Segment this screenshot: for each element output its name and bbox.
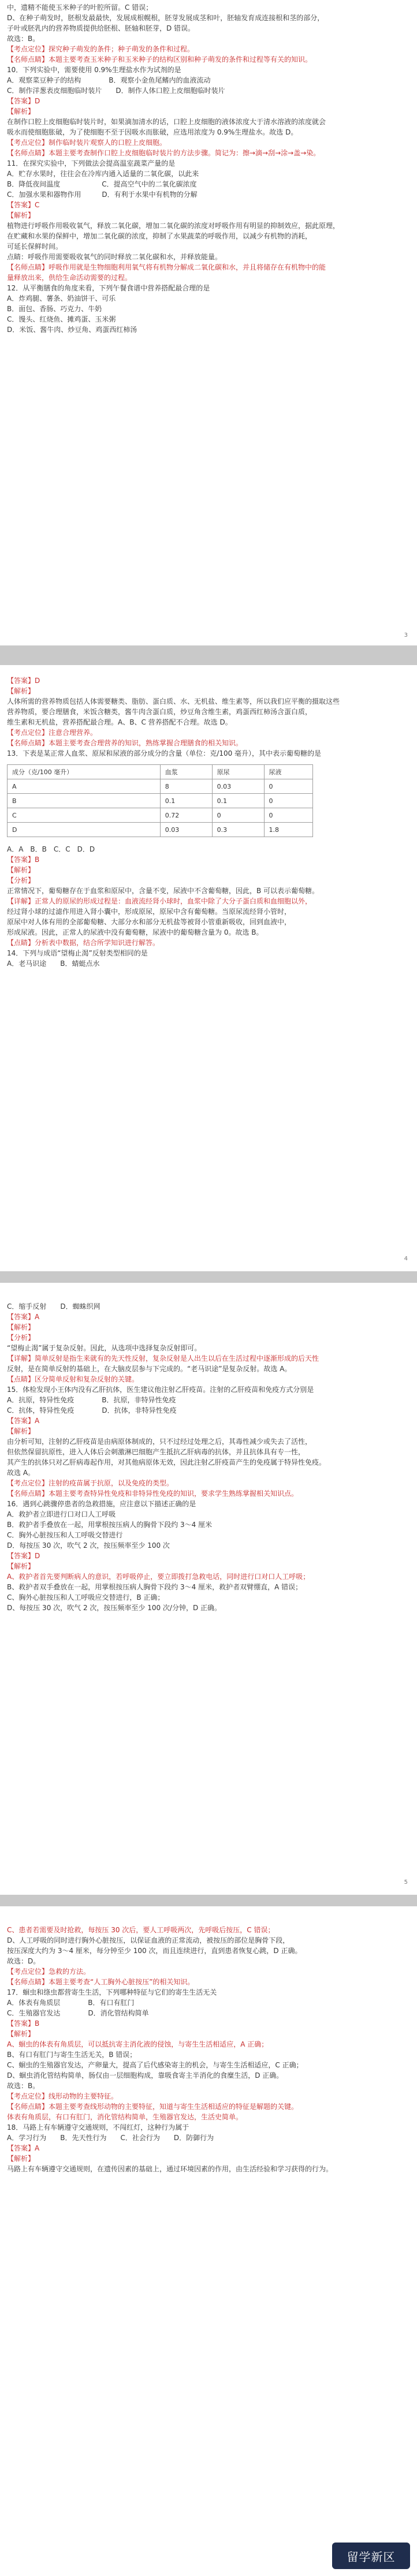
text-line: 【答案】A — [7, 1313, 40, 1321]
text-line: D、蛔虫消化管结构简单，肠仅由一层细胞构成，靠吸食寄主半消化的食糜生活，D 正确。 — [7, 2071, 284, 2080]
text-line: 形成尿液。因此，正常人的尿液中没有葡萄糖，尿液中的葡萄糖含量为 0。故选 B。 — [7, 928, 263, 936]
table-cell: 0.3 — [212, 823, 264, 837]
text-line: 【解析】 — [7, 1427, 35, 1435]
text-line: A、救护者首先要判断病人的意识，若呼吸停止，要立即拨打急救电话，同时进行口对口人工呼吸； — [7, 1573, 310, 1581]
text-line: A．学习行为 B．先天性行为 C．社会行为 D．防御行为 — [7, 2134, 214, 2142]
table-cell: C — [8, 808, 161, 823]
text-line: B．救护者手叠放在一起，用掌根按压病人的胸骨下段约 3～4 厘米 — [7, 1521, 213, 1529]
text-line: B、有口有肛门与寄生生活无关，B 错误； — [7, 2051, 137, 2059]
text-line: 可延长保鲜时间。 — [7, 242, 63, 251]
text-line: D、人工呼吸的同时进行胸外心脏按压，以保证血液的正常流动，被按压的部位是胸骨下段， — [7, 1936, 290, 1944]
text-block — [7, 675, 410, 759]
text-line: 点睛：呼吸作用需要吸收氧气的同时释放二氧化碳和水，并释放能量。 — [7, 253, 222, 261]
table-cell: 0.03 — [212, 779, 264, 794]
text-line: 【名师点睛】呼吸作用就是生物细胞利用氧气将有机物分解成二氧化碳和水，并且将储存在有机物中的能 — [7, 263, 326, 271]
text-line: B、救护者双手叠放在一起，用掌根按压病人胸骨下段约 3～4 厘米，救护者双臂绷直，A 错误； — [7, 1583, 303, 1591]
text-line: 15．体检发现小王体内没有乙肝抗体，医生建议他注射乙肝疫苗。注射的乙肝疫苗和免疫方式分别是 — [7, 1386, 314, 1394]
table-cell: B — [8, 794, 161, 808]
text-line: 13．下表是某正常人血浆、原尿和尿液的部分成分的含量（单位：克/100 毫升），其中表示葡萄糖的是 — [7, 749, 322, 757]
text-line: 在贮藏和水果的保鲜中，增加二氧化碳的浓度，抑制了水果蔬菜的呼吸作用，以减少有机物的消耗， — [7, 232, 312, 240]
text-line: 反射，是在简单反射的基础上，在大脑皮层参与下完成的。“老马识途”是复杂反射。故选 A。 — [7, 1365, 292, 1373]
text-line: 【答案】B — [7, 2019, 40, 2028]
table-cell: 0.1 — [160, 794, 212, 808]
text-line: C．胸外心脏按压和人工呼吸交替进行 — [7, 1531, 123, 1539]
text-line: 【解析】 — [7, 1323, 35, 1331]
text-line: D、每按压 30 次，吹气 2 次，按压频率至少 100 次/分钟，D 正确。 — [7, 1604, 222, 1612]
table-header-cell: 血浆 — [160, 765, 212, 779]
text-line: A．贮存水果时，往往会在冷库内通入适量的二氧化碳，以此来 — [7, 170, 199, 178]
page-content — [7, 675, 410, 1271]
table-cell: 0 — [212, 808, 264, 823]
text-line: 【答案】A — [7, 1417, 40, 1425]
text-line: 由分析可知，注射的乙肝疫苗是由病原体制成的，只不过经过处理之后，其毒性减少或失去了活性， — [7, 1438, 312, 1446]
text-line: 【答案】B — [7, 856, 40, 864]
page-content — [7, 1301, 410, 1895]
text-line: 10．下列实验中，需要使用 0.9%生理盐水作为试剂的是 — [7, 66, 181, 74]
text-line: 正常情况下，葡萄糖存在于血浆和原尿中，含量不变，尿液中不含葡萄糖，因此，B 可以表示葡萄糖。 — [7, 887, 319, 895]
text-line: 【解析】 — [7, 2155, 35, 2163]
text-line: A．炸鸡腿、薯条、奶油饼干、可乐 — [7, 294, 116, 303]
table-row — [8, 808, 313, 823]
text-line: D．米饭、酱牛肉、炒豆角、鸡蛋西红柿汤 — [7, 326, 137, 334]
text-line: 体表有角质层，有口有肛门，消化管结构简单，生殖器官发达，生活史简单。 — [7, 2113, 243, 2121]
text-line: A．抗原，特异性免疫 B．抗原，非特异性免疫 — [7, 1396, 176, 1404]
table-cell: 0.03 — [160, 823, 212, 837]
text-line: D．每按压 30 次，吹气 2 次，按压频率至少 100 次 — [7, 1541, 170, 1550]
text-line: 原尿中对人体有用的全部葡萄糖、大部分水和部分无机盐等被肾小管重新吸收，回到血液中， — [7, 918, 292, 926]
table-cell: 0 — [264, 808, 313, 823]
text-line: 18．马路上有车辆遵守交通规则，不闯红灯，这种行为属于 — [7, 2123, 189, 2131]
text-line: D、在种子萌发时，胚根发最最快，发展成根幌根，胚芽发展成茎和叶，胚轴发育成连接根和茎的部分， — [7, 14, 325, 22]
document-page-1 — [0, 0, 417, 645]
text-line: 16．遇到心跳骤停患者的急救措施，应注意以下描述正确的是 — [7, 1500, 196, 1508]
page-number: 3 — [404, 632, 408, 639]
text-line: 经过肾小球的过滤作用进入肾小囊中，形成原尿，原尿中含有葡萄糖。当原尿流经肾小管时， — [7, 908, 292, 916]
document-page-4 — [0, 1906, 417, 2576]
text-line: A、蛔虫的体表有角质层，可以抵抗寄主消化液的侵蚀，与寄生生活相适应，A 正确； — [7, 2040, 269, 2048]
text-line: 【详解】正常人的原尿的形成过程是：血液流经肾小球时，血浆中除了大分子蛋白质和血细胞以外， — [7, 897, 312, 905]
text-line: 在制作口腔上皮细胞临时装片时，如果滴加清水的话，口腔上皮细胞的液体浓度大于清水溶液的浓度就会 — [7, 118, 326, 126]
document-page-2 — [0, 665, 417, 1271]
text-line: 子叶或胚乳内的营养物质提供给胚根、胚轴和胚芽，D 错误。 — [7, 24, 195, 32]
table-header-cell: 成分（克/100 毫升） — [8, 765, 161, 779]
text-line: 植物进行呼吸作用吸收氧气，释放二氧化碳，增加二氧化碳的浓度对呼吸作用有明显的抑制效应，据此原理， — [7, 222, 340, 230]
text-line: B．降低夜间温度 C．提高空气中的二氧化碳浓度 — [7, 180, 197, 188]
text-line: 【点睛】分析表中数据，结合所学知识进行解答。 — [7, 939, 160, 947]
text-line: C、患者若需要及时抢救，每按压 30 次后，要人工呼吸两次，先呼吸后按压，C 错误； — [7, 1926, 275, 1934]
results-table — [7, 764, 313, 837]
text-line: 马路上有车辆遵守交通规则，在遗传因素的基础上，通过环境因素的作用，由生活经验和学习获得的行为。 — [7, 2165, 333, 2173]
table-header-cell: 原尿 — [212, 765, 264, 779]
text-line: 【考点定位】制作临时装片观察人的口腔上皮细胞。 — [7, 139, 167, 147]
text-line: 【点睛】区分简单反射和复杂反射的关键。 — [7, 1375, 139, 1383]
text-line: 【答案】A — [7, 2144, 40, 2152]
text-line: 12．从平衡膳食的角度来看，下列午餐食谱中营养搭配最合理的是 — [7, 284, 210, 292]
document-page-3 — [0, 1283, 417, 1895]
text-line: 17．蛔虫和绦虫都营寄生生活，下列哪种特征与它们的寄生生活无关 — [7, 1988, 217, 1996]
text-line: 营养物质，要合理膳食，米饭含糖类，酱牛肉含蛋白质，炒豆角含维生素，鸡蛋西红柿汤含蛋白质， — [7, 708, 312, 716]
text-line: 【名师点睛】本题主要考查玉米种子和玉米种子的结构区别和种子萌发的条件和过程等有关的知识。 — [7, 55, 312, 64]
table-cell: D — [8, 823, 161, 837]
text-line: 11．在探究实验中，下列做法会提高温室蔬菜产量的是 — [7, 159, 176, 167]
table-header-cell: 尿液 — [264, 765, 313, 779]
text-line: 【答案】D — [7, 97, 40, 105]
text-line: 【考点定位】线形动物的主要特征。 — [7, 2092, 118, 2100]
text-line: 【分析】 — [7, 876, 35, 884]
table-row — [8, 823, 313, 837]
text-line: A．A B．B C．C D．D — [7, 845, 95, 853]
table-row — [8, 779, 313, 794]
text-line: 故选：D。 — [7, 1957, 40, 1965]
table-header-row — [8, 765, 313, 779]
text-line: C．加强水果和器物作用 D．有利于水果中有机物的分解 — [7, 191, 198, 199]
text-line: 但依然保留抗原性，进入人体后会刺激淋巴细胞产生抵抗乙肝病毒的抗体，并且抗体具有专一性， — [7, 1448, 306, 1456]
text-line: A．老马识途 B．蜻蜓点水 — [7, 960, 100, 968]
text-line: 【答案】D — [7, 677, 40, 685]
text-line: 吸水而使细胞胀破，为了使细胞不至于因吸水而胀破，应选用浓度为 0.9%生理盐水。故选 D。 — [7, 128, 298, 136]
page-number: 5 — [404, 1879, 408, 1886]
page-content — [7, 1925, 410, 2576]
table-cell: 0 — [264, 794, 313, 808]
text-line: 故选：B。 — [7, 2082, 40, 2090]
text-line: 【详解】简单反射是指生来就有的先天性反射，复杂反射是人出生以后在生活过程中逐渐形成的后天性 — [7, 1354, 319, 1362]
table-cell: 8 — [160, 779, 212, 794]
text-line: 【名师点睛】本题主要考查特异性免疫和非特异性免疫的知识，要求学生熟练掌握相关知识点。 — [7, 1489, 299, 1498]
text-line: C．抗体，特异性免疫 D．抗体，非特异性免疫 — [7, 1406, 177, 1414]
text-line: C．制作洋葱表皮细胞临时装片 D．制作人体口腔上皮细胞临时装片 — [7, 87, 225, 95]
text-line: 【解析】 — [7, 1562, 35, 1570]
text-line: 【考点定位】注射的疫苗属于抗原，以及免疫的类型。 — [7, 1479, 174, 1487]
text-line: 【分析】 — [7, 1334, 35, 1342]
text-line: 维生素和无机盐，营养搭配最合理。A、B、C 营养搭配不合理。故选 D。 — [7, 718, 232, 726]
text-line: 【名师点睛】本题主要考查合理营养的知识，熟练掌握合理膳食的相关知识。 — [7, 739, 243, 747]
text-line: 按压深度大约为 3～4 厘米，每分钟至少 100 次，而且连续进行，直到患者恢复心跳，D 正确。 — [7, 1947, 302, 1955]
text-line: 故选：B。 — [7, 35, 40, 43]
text-line: C．缩手反射 D．蜘蛛织网 — [7, 1302, 100, 1311]
table-row — [8, 794, 313, 808]
table-cell: A — [8, 779, 161, 794]
text-line: A．观察菜豆种子的结构 B．观察小金鱼尾鳍内的血液流动 — [7, 76, 211, 84]
text-line: A．体表有角质层 B．有口有肛门 — [7, 1999, 135, 2007]
text-line: 【解析】 — [7, 866, 35, 874]
text-line: 【解析】 — [7, 2030, 35, 2038]
text-line: C．馒头、红烧鱼、摊鸡蛋、玉米粥 — [7, 315, 116, 323]
text-line: 【考点定位】探究种子萌发的条件；种子萌发的条件和过程。 — [7, 45, 195, 53]
text-line: 故选 A。 — [7, 1469, 35, 1477]
text-line: 14．下列与成语“望梅止渴”反射类型相同的是 — [7, 949, 148, 957]
text-line: 【考点定位】注意合理营养。 — [7, 729, 98, 737]
text-line: C、蛔虫的生殖器官发达，产卵量大，提高了后代感染寄主的机会，与寄生生活相适应，C 正确； — [7, 2061, 303, 2069]
table-cell: 0.72 — [160, 808, 212, 823]
text-block — [7, 844, 410, 969]
watermark-logo: 留学新区 — [332, 2543, 410, 2569]
text-line: B．面包、香肠、巧克力、牛奶 — [7, 305, 102, 313]
text-line: 【答案】D — [7, 1552, 40, 1560]
table-cell: 0.1 — [212, 794, 264, 808]
text-line: A．救护者立即进行口对口人工呼吸 — [7, 1510, 116, 1518]
text-line: 【答案】C — [7, 201, 40, 209]
text-line: C、胸外心脏按压和人工呼吸应交替进行，B 正确； — [7, 1593, 165, 1601]
text-line: 【名师点睛】本题主要考查线形动物的主要特征，知道与寄生生活相适应的特征是解题的关键。 — [7, 2103, 299, 2111]
text-line: “望梅止渴”属于复杂反射。因此，从选项中选择复杂反射即可。 — [7, 1344, 202, 1352]
text-line: C．生殖器官发达 D．消化管结构简单 — [7, 2009, 149, 2017]
text-line: 【解析】 — [7, 687, 35, 695]
table-cell: 0 — [264, 779, 313, 794]
page-number: 4 — [404, 1256, 408, 1262]
text-line: 中，遗精不能使玉米种子的叶腔所留。C 错误； — [7, 3, 153, 12]
text-line: 人体所需的营养物质包括人体需要糖类、脂肪、蛋白质、水、无机盐、维生素等，所以我们应平衡的摄取这些 — [7, 697, 340, 705]
text-line: 【名师点睛】本题主要考查“人工胸外心脏按压”的相关知识。 — [7, 1978, 195, 1986]
text-line: 【名师点睛】本题主要考查制作口腔上皮细胞临时装片的方法步骤。简记为：擦→滴→刮→涂→盖→染。 — [7, 149, 321, 157]
text-line: 【考点定位】急救的方法。 — [7, 1968, 91, 1976]
text-line: 其产生的抗体只对乙肝病毒起作用，对其他病原体无效，因此注射乙肝疫苗产生的免疫属于特异性免疫。 — [7, 1458, 326, 1466]
text-line: 【解析】 — [7, 211, 35, 219]
text-line: 【解析】 — [7, 107, 35, 115]
text-line: 量释放出来，供给生命活动需要的过程。 — [7, 274, 132, 282]
table-cell: 1.8 — [264, 823, 313, 837]
page-content — [7, 2, 410, 645]
